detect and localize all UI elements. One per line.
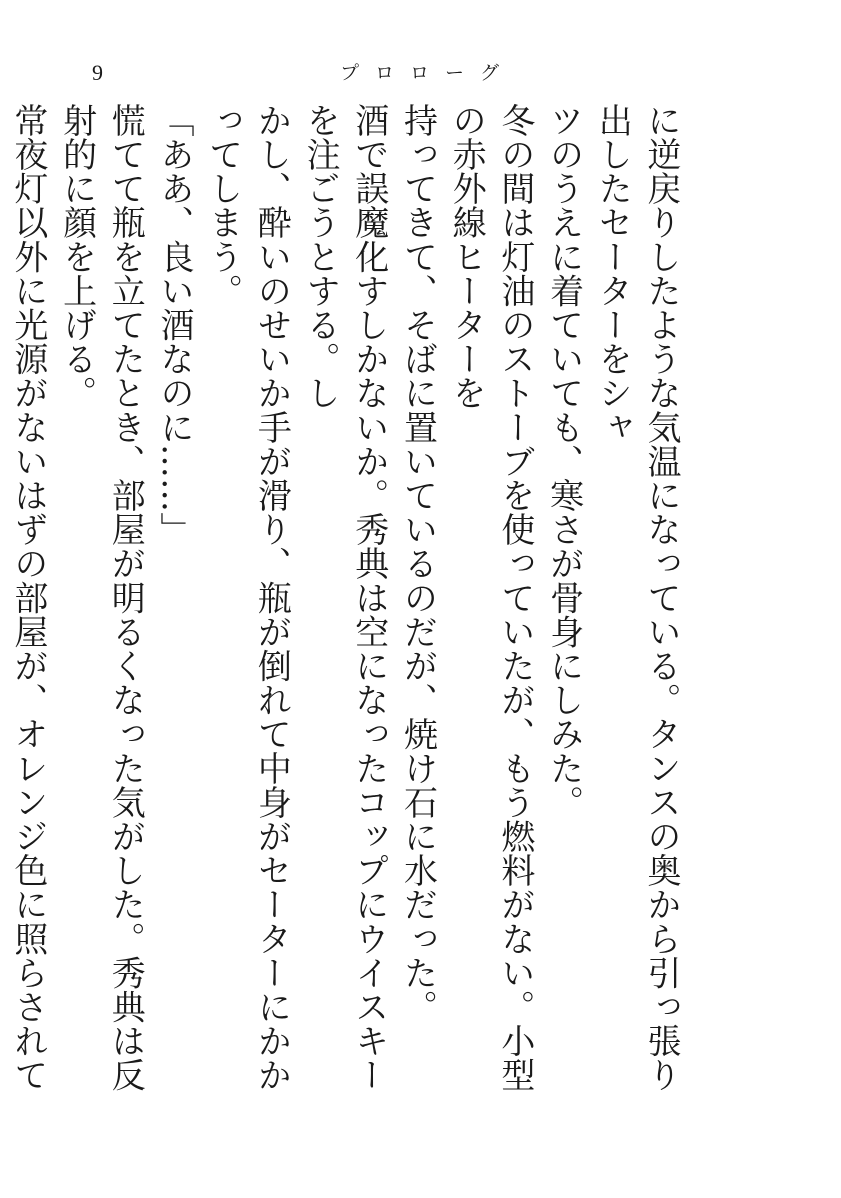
page-number: 9 [92,60,103,85]
text-line: 持ってきて、そばに置いているのだが、焼け石に水だった。 [397,103,438,1024]
text-line: ツのうえに着ていても、寒さが骨身にしみた。 [543,103,584,820]
text-line: 冬の間は灯油のストーブを使っていたが、もう燃料がない。小型の赤外線ヒーターを [446,103,535,1092]
body-text [7,103,685,1113]
running-head: プロローグ [340,62,516,84]
text-line: 常夜灯以外に光源がないはずの部屋が、オレンジ色に照らされて [7,103,48,1092]
text-line: 「ああ、良い酒なのに……」 [153,103,194,547]
text-line: に逆戻りしたような気温になっている。タンスの奥から引っ張り出したセーターをシャ [592,103,681,1092]
text-line: かし、酔いのせいか手が滑り、瓶が倒れて中身がセーターにかかってしまう。 [202,103,292,1092]
text-line: 慌てて瓶を立てたとき、部屋が明るくなった気がした。秀典は反射的に顔を上げる。 [56,103,146,1092]
text-line: 酒で誤魔化すしかないか。秀典は空になったコップにウイスキーを注ごうとする。し [300,103,389,1092]
